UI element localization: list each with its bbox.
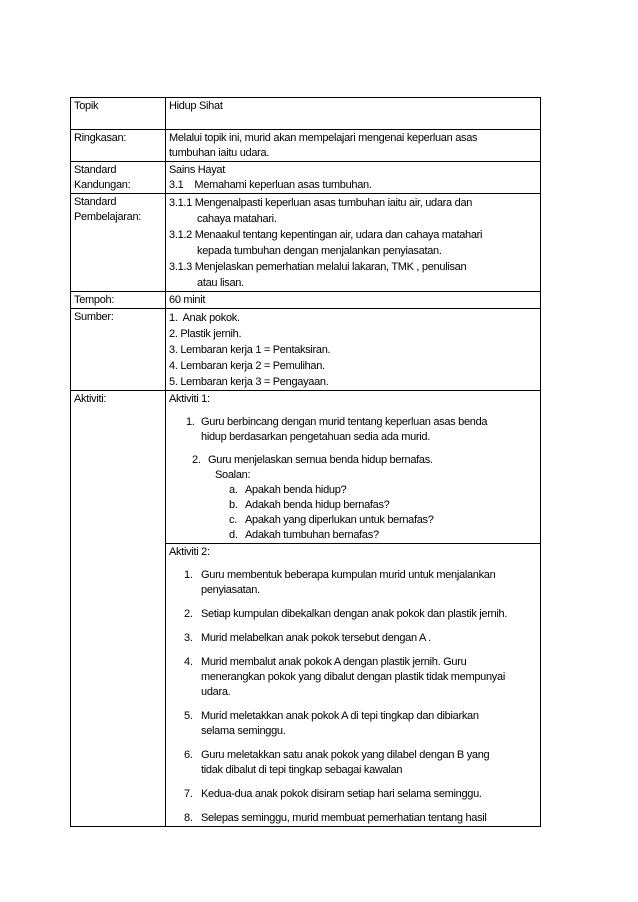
question-text: Apakah yang diperlukan untuk bernafas? [245, 514, 434, 526]
spacer [169, 560, 537, 568]
label-line: Standard [74, 164, 117, 176]
soalan-label: Soalan: [215, 469, 251, 481]
question [169, 513, 537, 528]
question-letter: b. [229, 499, 238, 511]
spacer [169, 407, 537, 415]
label-standard-kandungan [71, 162, 166, 194]
question-text: Adakah tumbuhan bernafas? [245, 529, 379, 541]
aktiviti-1-cell [166, 391, 541, 544]
question-letter: d. [229, 529, 238, 541]
kandungan-line: 3.1 Memahami keperluan asas tumbuhan. [169, 179, 372, 191]
question [169, 498, 537, 513]
aktiviti-1-item [169, 453, 537, 483]
value-topik: Hidup Sihat [166, 98, 541, 130]
item-text: Murid meletakkan anak pokok A di tepi tingkap dan dibiarkan [201, 710, 479, 722]
item-text: udara. [201, 686, 231, 698]
item-text: tidak dibalut di tepi tingkap sebagai kawalan [201, 764, 403, 776]
value-standard-kandungan [166, 162, 541, 194]
row-ringkasan [71, 130, 541, 162]
item-text: hidup berdasarkan pengetahuan sedia ada murid. [201, 431, 430, 443]
label-aktiviti: Aktiviti: [71, 391, 166, 827]
item-text: Selepas seminggu, murid membuat pemerhatian tentang hasil [201, 812, 487, 824]
sumber-item: 2. Plastik jernih. [169, 328, 242, 340]
aktiviti-1-item [169, 415, 537, 445]
sumber-item: 3. Lembaran kerja 1 = Pentaksiran. [169, 344, 331, 356]
question [169, 528, 537, 543]
item-text: Guru membentuk beberapa kumpulan murid untuk menjalankan [201, 569, 496, 581]
label-line: Pembelajaran: [74, 211, 142, 223]
item-text: Guru meletakkan satu anak pokok yang dilabel dengan B yang [201, 749, 490, 761]
item-number: 5. [184, 710, 193, 722]
ringkasan-line: tumbuhan iaitu udara. [169, 147, 270, 159]
row-aktiviti-1 [71, 391, 541, 544]
item-number: 6. [184, 749, 193, 761]
row-tempoh [71, 292, 541, 309]
item-number: 3. [184, 632, 193, 644]
question-text: Apakah benda hidup? [245, 484, 347, 496]
question-letter: a. [229, 484, 238, 496]
ringkasan-line: Melalui topik ini, murid akan mempelajari mengenai keperluan asas [169, 132, 478, 144]
aktiviti-2-item [169, 631, 537, 646]
aktiviti-2-item [169, 811, 537, 826]
item-number: 1. [184, 569, 193, 581]
item-text: Guru menjelaskan semua benda hidup bernafas. [208, 454, 433, 466]
aktiviti-2-item [169, 748, 537, 778]
label-line: Standard [74, 196, 117, 208]
question-text: Adakah benda hidup bernafas? [245, 499, 390, 511]
item-text: Murid membalut anak pokok A dengan plastik jernih. Guru [201, 656, 467, 668]
question [169, 483, 537, 498]
sp-item: 3.1.3 Menjelaskan pemerhatian melalui lakaran, TMK , penulisan [169, 261, 467, 273]
aktiviti-2-cell [166, 544, 541, 827]
sp-item: 3.1.1 Mengenalpasti keperluan asas tumbuhan iaitu air, udara dan [169, 197, 473, 209]
value-tempoh: 60 minit [166, 292, 541, 309]
spacer [169, 445, 537, 453]
item-number: 7. [184, 788, 193, 800]
label-sumber: Sumber: [71, 309, 166, 391]
aktiviti-2-item [169, 568, 537, 598]
item-text: Kedua-dua anak pokok disiram setiap hari selama seminggu. [201, 788, 482, 800]
aktiviti-2-title: Aktiviti 2: [169, 546, 210, 558]
sp-item-cont: cahaya matahari. [197, 213, 277, 225]
kandungan-line: Sains Hayat [169, 164, 226, 176]
item-number: 4. [184, 656, 193, 668]
item-text: Murid melabelkan anak pokok tersebut dengan A . [201, 632, 431, 644]
question-letter: c. [229, 514, 237, 526]
sumber-item: 5. Lembaran kerja 3 = Pengayaan. [169, 376, 329, 388]
item-number: 1. [186, 416, 195, 428]
item-text: selama seminggu. [201, 725, 286, 737]
label-topik: Topik [71, 98, 166, 130]
row-standard-kandungan [71, 162, 541, 194]
label-line: Kandungan: [74, 179, 131, 191]
row-topik [71, 98, 541, 130]
sp-item: 3.1.2 Menaakul tentang kepentingan air, udara dan cahaya matahari [169, 229, 483, 241]
lesson-plan-table [70, 97, 541, 827]
item-text: penyiasatan. [201, 584, 260, 596]
row-standard-pembelajaran [71, 194, 541, 292]
item-text: menerangkan pokok yang dibalut dengan plastik tidak mempunyai [201, 671, 505, 683]
label-ringkasan: Ringkasan: [71, 130, 166, 162]
aktiviti-1-title: Aktiviti 1: [169, 393, 210, 405]
item-text: Guru berbincang dengan murid tentang keperluan asas benda [201, 416, 488, 428]
value-standard-pembelajaran [166, 194, 541, 292]
label-standard-pembelajaran [71, 194, 166, 292]
aktiviti-2-item [169, 607, 537, 622]
value-ringkasan [166, 130, 541, 162]
aktiviti-2-item [169, 709, 537, 739]
sumber-item: 4. Lembaran kerja 2 = Pemulihan. [169, 360, 325, 372]
item-number: 2. [192, 454, 201, 466]
item-number: 8. [184, 812, 193, 824]
value-sumber [166, 309, 541, 391]
aktiviti-2-item [169, 655, 537, 700]
sp-item-cont: atau lisan. [197, 277, 244, 289]
aktiviti-2-item [169, 787, 537, 802]
row-sumber [71, 309, 541, 391]
sumber-item: 1. Anak pokok. [169, 312, 240, 324]
item-text: Setiap kumpulan dibekalkan dengan anak pokok dan plastik jernih. [201, 608, 508, 620]
item-number: 2. [184, 608, 193, 620]
label-tempoh: Tempoh: [71, 292, 166, 309]
sp-item-cont: kepada tumbuhan dengan menjalankan penyiasatan. [197, 245, 442, 257]
